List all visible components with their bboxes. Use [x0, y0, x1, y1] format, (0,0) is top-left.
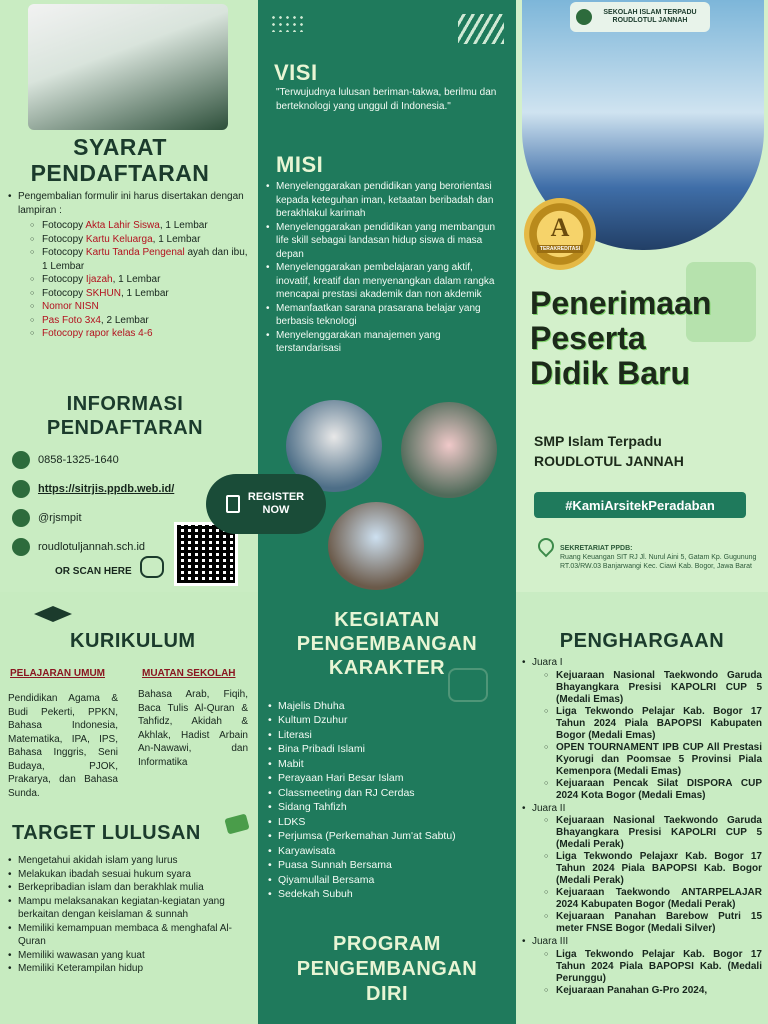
hand-pointer-icon — [140, 556, 164, 578]
stripes-decoration — [458, 14, 504, 44]
syarat-item — [30, 287, 248, 301]
right-bottom-panel — [516, 592, 768, 1024]
register-label: REGISTER NOW — [247, 490, 305, 516]
syarat-item — [30, 233, 248, 247]
misi-item: • Menyelenggarakan pendidikan yang membangun life skill sebagai landasan hidup siswa di masa depan — [266, 221, 506, 262]
syarat-item-suffix: , 1 Lembar — [152, 233, 201, 245]
left-bottom-panel — [0, 592, 258, 1024]
kegiatan-item: • Qiyamullail Bersama — [268, 873, 508, 887]
main-title-line-3: Didik Baru — [530, 355, 691, 392]
target-title: TARGET LULUSAN — [12, 822, 201, 844]
dots-decoration — [270, 14, 306, 32]
award-item: ○ Kejuaraan Pencak Silat DISPORA CUP 2024 Kota Bogor (Medali Emas) — [544, 778, 762, 802]
syarat-item — [30, 246, 248, 273]
form-icon — [226, 495, 240, 513]
syarat-intro: • Pengembalian formulir ini harus disertakan dengan lampiran : — [8, 190, 248, 217]
activity-photo-2 — [401, 402, 497, 498]
accreditation-letter: A — [550, 213, 570, 242]
kegiatan-item: • Sedekah Subuh — [268, 887, 508, 901]
school-name — [534, 432, 684, 471]
globe-icon — [12, 480, 30, 498]
syarat-item-prefix: Fotocopy — [42, 247, 86, 258]
misi-item: • Menyelenggarakan manajemen yang terstandarisasi — [266, 329, 506, 356]
syarat-item-highlight: Ijazah — [85, 274, 113, 285]
target-item: • Memiliki wawasan yang kuat — [8, 949, 246, 963]
mid-top-panel — [247, 0, 516, 592]
syarat-item-suffix: ayah dan ibu, 1 Lembar — [42, 247, 248, 272]
muatan-title: MUATAN SEKOLAH — [142, 668, 236, 679]
umum-title: PELAJARAN UMUM — [10, 668, 105, 679]
phone-icon — [12, 451, 30, 469]
syarat-items — [30, 219, 248, 341]
activity-photo-3 — [328, 502, 424, 590]
syarat-item-highlight: Akta Lahir Siswa — [85, 220, 160, 231]
misi-item: • Menyelenggarakan pendidikan yang berorientasi kepada keteguhan iman, ketaatan beribadah dan berakhlakul karimah — [266, 180, 506, 221]
misi-list — [266, 180, 506, 356]
target-item: • Mengetahui akidah islam yang lurus — [8, 854, 246, 868]
penghargaan-title: PENGHARGAAN — [559, 630, 725, 652]
award-group-label: • Juara III — [532, 936, 569, 947]
kegiatan-item: • Puasa Sunnah Bersama — [268, 858, 508, 872]
misi-item: • Memanfaatkan sarana prasarana belajar yang berbasis teknologi — [266, 302, 506, 329]
website-link[interactable]: https://sitrjis.ppdb.web.id/ — [38, 483, 175, 495]
syarat-item-prefix: Fotocopy — [42, 233, 86, 245]
secretariat — [560, 544, 760, 571]
award-group-label: • Juara I — [532, 657, 563, 668]
accreditation-label: TERAKREDITASI — [537, 245, 583, 253]
program-title: PROGRAM PENGEMBANGAN DIRI — [296, 933, 478, 1005]
syarat-item — [30, 314, 248, 328]
right-top-panel — [516, 0, 768, 592]
syarat-item-prefix: Fotocopy — [42, 274, 86, 285]
syarat-item-highlight: SKHUN — [85, 287, 121, 299]
syarat-item — [30, 273, 248, 287]
school-name-line-1: SMP Islam Terpadu — [534, 433, 662, 449]
award-group — [522, 802, 762, 936]
kegiatan-title: KEGIATAN PENGEMBANGAN KARAKTER — [296, 609, 478, 679]
money-icon — [224, 813, 249, 834]
kurikulum-title: KURIKULUM — [70, 630, 196, 652]
syarat-item-highlight: Pas Foto 3x4 — [42, 314, 101, 326]
location-pin-icon — [535, 535, 558, 558]
school-name-line-2: ROUDLOTUL JANNAH — [534, 452, 684, 469]
hashtag-pill: #KamiArsitekPeradaban — [534, 492, 746, 518]
target-item: • Mampu melaksanakan kegiatan-kegiatan yang berkaitan dengan keislaman & sunnah — [8, 895, 246, 922]
award-group-list — [522, 656, 762, 997]
school-badge — [570, 2, 710, 32]
scan-label: OR SCAN HERE — [55, 566, 132, 577]
students-photo — [28, 4, 228, 130]
award-item: ○ OPEN TOURNAMENT IPB CUP All Prestasi Kyorugi dan Poomsae 5 Provinsi Piala Kemenpora (Medali Emas) — [544, 742, 762, 778]
link-icon — [12, 538, 30, 556]
target-item: • Memiliki Keterampilan hidup — [8, 962, 246, 976]
domain-text[interactable]: roudlotuljannah.sch.id — [38, 541, 146, 553]
kegiatan-item: • Perayaan Hari Besar Islam — [268, 771, 508, 785]
syarat-item-highlight: Fotocopy rapor kelas 4-6 — [42, 328, 153, 339]
syarat-item — [30, 219, 248, 233]
main-title — [530, 286, 711, 392]
syarat-item-highlight: Kartu Keluarga — [85, 233, 153, 245]
kegiatan-item: • Majelis Dhuha — [268, 699, 508, 713]
instagram-icon — [12, 509, 30, 527]
target-item: • Melakukan ibadah sesuai hukum syara — [8, 868, 246, 882]
syarat-title: SYARAT PENDAFTARAN — [30, 134, 210, 187]
misi-item: • Menyelenggarakan pembelajaran yang aktif, inovatif, kreatif dan menyenangkan dalam rangka mencapai prestasi akademik dan non akdemik — [266, 261, 506, 302]
award-list — [522, 656, 762, 997]
award-item: ○ Liga Tekwondo Pelajar Kab. Bogor 17 Tahun 2024 Piala BAPOPSI Kab. (Medali Perunggu) — [544, 949, 762, 985]
kegiatan-item: • Sidang Tahfizh — [268, 800, 508, 814]
kegiatan-item: • Kultum Dzuhur — [268, 713, 508, 727]
instagram-handle[interactable]: @rjsmpit — [38, 512, 82, 524]
award-group-label: • Juara II — [532, 802, 566, 814]
umum-text: Pendidikan Agama & Budi Pekerti, PPKN, Bahasa Indonesia, Matematika, IPA, IPS, Bahasa Inggris, Seni Budaya, PJOK, Prakarya, dan Bahasa Sunda. — [8, 693, 118, 799]
award-items — [544, 815, 762, 935]
visi-text: "Terwujudnya lulusan beriman-takwa, berilmu dan berteknologi yang unggul di Indonesia." — [276, 87, 497, 112]
main-title-line-1: Penerimaan — [530, 285, 712, 321]
target-item: • Berkepribadian islam dan berakhlak mulia — [8, 881, 246, 895]
muatan-text: Bahasa Arab, Fiqih, Baca Tulis Al-Quran & Tahfidz, Akidah & Akhlak, Hadist Arbain An-Nawawi, dan Informatika — [138, 689, 248, 768]
people-icon — [448, 668, 488, 702]
syarat-item-suffix: , 2 Lembar — [100, 314, 149, 326]
award-group — [522, 935, 762, 997]
award-item: ○ Kejuaraan Taekwondo ANTARPELAJAR 2024 Kabupaten Bogor (Medali Perak) — [544, 887, 762, 911]
misi-title: MISI — [276, 152, 324, 177]
school-logo-icon — [576, 9, 592, 25]
syarat-list — [8, 190, 248, 341]
kegiatan-item: • Literasi — [268, 728, 508, 742]
award-item: ○ Kejuaraan Panahan G-Pro 2024, — [544, 985, 762, 997]
target-item: • Memiliki kemampuan membaca & menghafal Al-Quran — [8, 922, 246, 949]
syarat-item-highlight: Kartu Tanda Pengenal — [85, 247, 185, 258]
award-items — [544, 949, 762, 997]
kegiatan-item: • Bina Pribadi Islami — [268, 742, 508, 756]
kegiatan-item: • Perjumsa (Perkemahan Jum'at Sabtu) — [268, 829, 508, 843]
phone-row — [12, 451, 252, 469]
visi-title: VISI — [274, 60, 318, 85]
accreditation-seal — [524, 198, 596, 270]
kegiatan-item: • Mabit — [268, 757, 508, 771]
kegiatan-item: • LDKS — [268, 815, 508, 829]
target-list — [8, 854, 246, 976]
kegiatan-item: • Karyawisata — [268, 844, 508, 858]
secretariat-address: Ruang Keuangan SIT RJ Jl. Nurul Aini 5, Gatam Kp. Gugunung RT.03/RW.03 Banjarwangi Kec. Ciawi Kab. Bogor, Jawa Barat — [560, 554, 757, 571]
syarat-item — [30, 300, 248, 314]
school-badge-text: SEKOLAH ISLAM TERPADU ROUDLOTUL JANNAH — [603, 8, 697, 24]
syarat-item-suffix: , 1 Lembar — [120, 287, 169, 299]
info-title: INFORMASI PENDAFTARAN — [46, 393, 204, 439]
syarat-item-suffix: , 1 Lembar — [112, 274, 161, 285]
syarat-item-prefix: Fotocopy — [42, 220, 86, 231]
phone-number[interactable]: 0858-1325-1640 — [38, 454, 119, 466]
mid-bottom-panel — [258, 592, 516, 1024]
award-group — [522, 656, 762, 802]
kegiatan-item: • Classmeeting dan RJ Cerdas — [268, 786, 508, 800]
kegiatan-list — [268, 699, 508, 902]
syarat-item-prefix: Fotocopy — [42, 287, 86, 299]
award-item: ○ Kejuaraan Panahan Barebow Putri 15 meter FNSE Bogor (Medali Silver) — [544, 911, 762, 935]
award-item: ○ Liga Tekwondo Pelajar Kab. Bogor 17 Tahun 2024 Piala BAPOPSI Kabupaten Bogor (Medali Emas) — [544, 706, 762, 742]
register-button[interactable] — [206, 474, 326, 534]
syarat-item-highlight: Nomor NISN — [42, 301, 99, 312]
secretariat-label: SEKRETARIAT PPDB: — [560, 545, 633, 552]
graduation-cap-icon — [34, 606, 72, 626]
syarat-item-suffix: , 1 Lembar — [159, 220, 208, 231]
syarat-item — [30, 327, 248, 341]
award-items — [544, 670, 762, 802]
award-item: ○ Kejuaraan Nasional Taekwondo Garuda Bhayangkara Presisi KAPOLRI CUP 5 (Medali Perak) — [544, 815, 762, 851]
main-title-line-2: Peserta — [530, 320, 646, 357]
award-item: ○ Liga Tekwondo Pelajaxr Kab. Bogor 17 Tahun 2024 Piala BAPOPSI Kab. Bogor (Medali Perak) — [544, 851, 762, 887]
award-item: ○ Kejuaraan Nasional Taekwondo Garuda Bhayangkara Presisi KAPOLRI CUP 5 (Medali Emas) — [544, 670, 762, 706]
